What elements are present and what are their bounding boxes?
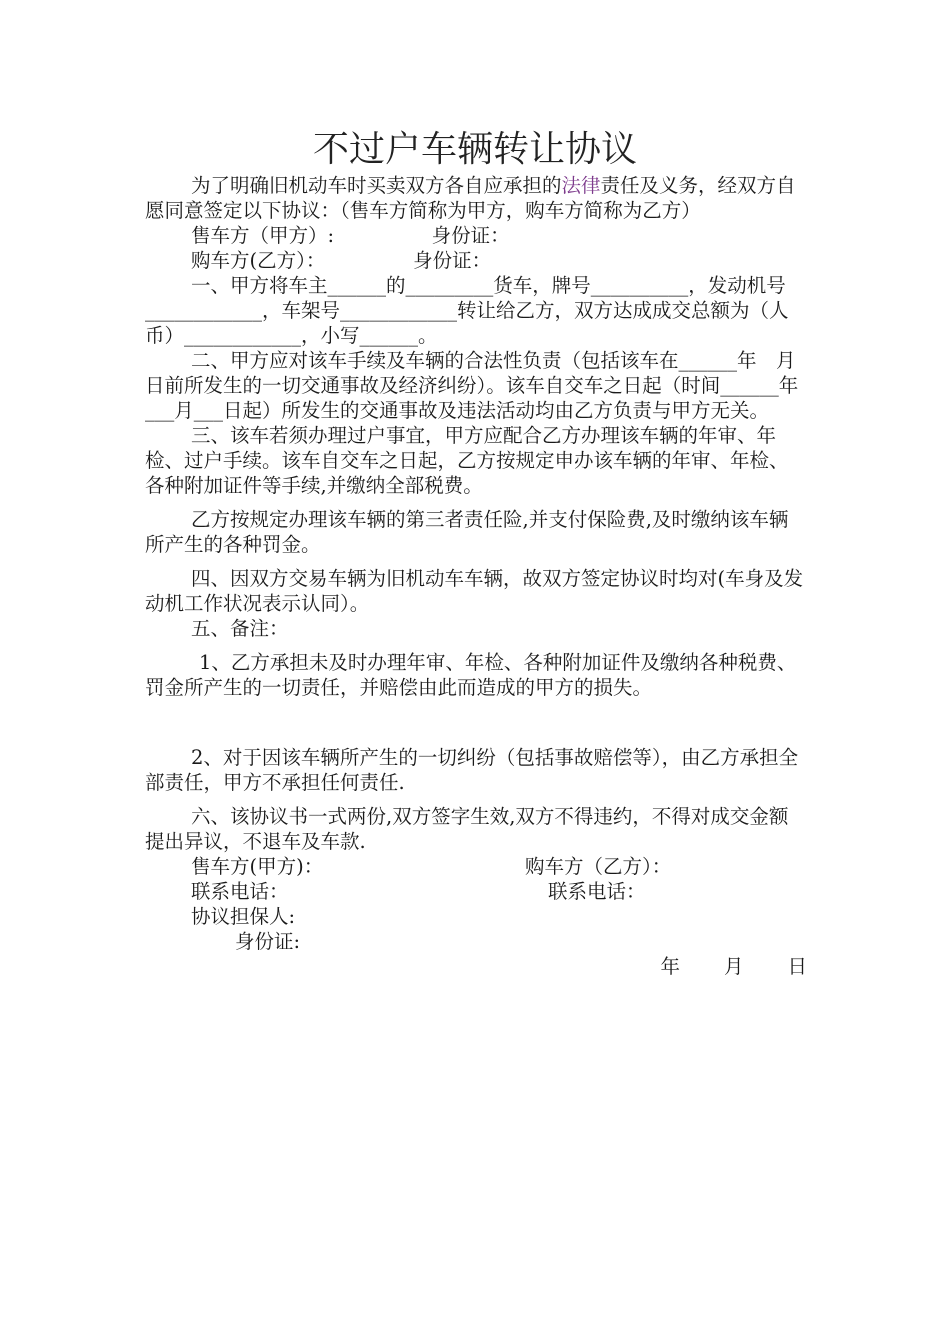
clause-3-insurance: 乙方按规定办理该车辆的第三者责任险,并支付保险费,及时缴纳该车辆所产生的各种罚金。 — [145, 508, 789, 556]
clause-4: 四、因双方交易车辆为旧机动车车辆，故双方签定协议时均对(车身及发动机工作状况表示认同）。 — [145, 567, 804, 615]
date-year: 年 — [660, 955, 680, 978]
intro-text-pre: 为了明确旧机动车时买卖双方各自应承担的 — [191, 174, 562, 197]
clause-1: 一、甲方将车主______的_________货车，牌号__________，发动机号____________，车架号____________转让给乙方，双方达成成交总额为（人币）____________，小写______。 — [145, 274, 789, 347]
note-2: 2、对于因该车辆所产生的一切纠纷（包括事故赔偿等），由乙方承担全部责任，甲方不承担任何责任. — [145, 746, 799, 794]
clause-5-heading: 五、备注： — [191, 617, 289, 640]
date-line — [145, 954, 807, 979]
seller-id-line: 售车方（甲方）: 身份证： — [191, 224, 510, 247]
intro-paragraph — [145, 173, 807, 223]
note-1: 1、乙方承担未及时办理年审、年检、各种附加证件及缴纳各种税费、罚金所产生的一切责任，并赔偿由此而造成的甲方的损失。 — [145, 651, 797, 699]
guarantor-label: 协议担保人: — [191, 905, 296, 928]
seller-phone-label: 联系电话： — [191, 880, 289, 903]
document-body — [145, 173, 816, 979]
date-month: 月 — [723, 955, 744, 978]
document-title: 不过户车辆转让协议 — [312, 129, 637, 170]
intro-text-post: 责任及义务，经双方自愿同意签定以下协议：（售车方简称为甲方，购车方简称为乙方） — [145, 174, 796, 222]
clause-2: 二、甲方应对该车手续及车辆的合法性负责（包括该车在______年 月 日前所发生的一切交通事故及经济纠纷）。该车自交车之日起（时间______年___月___日起）所发生的交通事故及违法活动均由乙方负责与甲方无关。 — [145, 349, 816, 422]
clause-6: 六、该协议书一式两份,双方签字生效,双方不得违约，不得对成交金额提出异议，不退车及车款. — [145, 805, 789, 853]
clause-3: 三、该车若须办理过户事宜，甲方应配合乙方办理该车辆的年审、年检、过户手续。该车自交车之日起，乙方按规定申办该车辆的年审、年检、各种附加证件等手续,并缴纳全部税费。 — [145, 424, 789, 497]
law-link[interactable]: 法律 — [561, 174, 601, 197]
phone-row — [145, 879, 807, 904]
buyer-phone-label: 联系电话： — [548, 880, 646, 903]
buyer-signature-label: 购车方（乙方）： — [525, 855, 672, 878]
date-day: 日 — [787, 955, 807, 978]
guarantor-id-label: 身份证: — [235, 930, 301, 953]
seller-signature-label: 售车方(甲方)： — [191, 855, 324, 878]
signature-row — [145, 854, 807, 879]
buyer-id-line: 购车方(乙方）： 身份证： — [191, 249, 492, 272]
